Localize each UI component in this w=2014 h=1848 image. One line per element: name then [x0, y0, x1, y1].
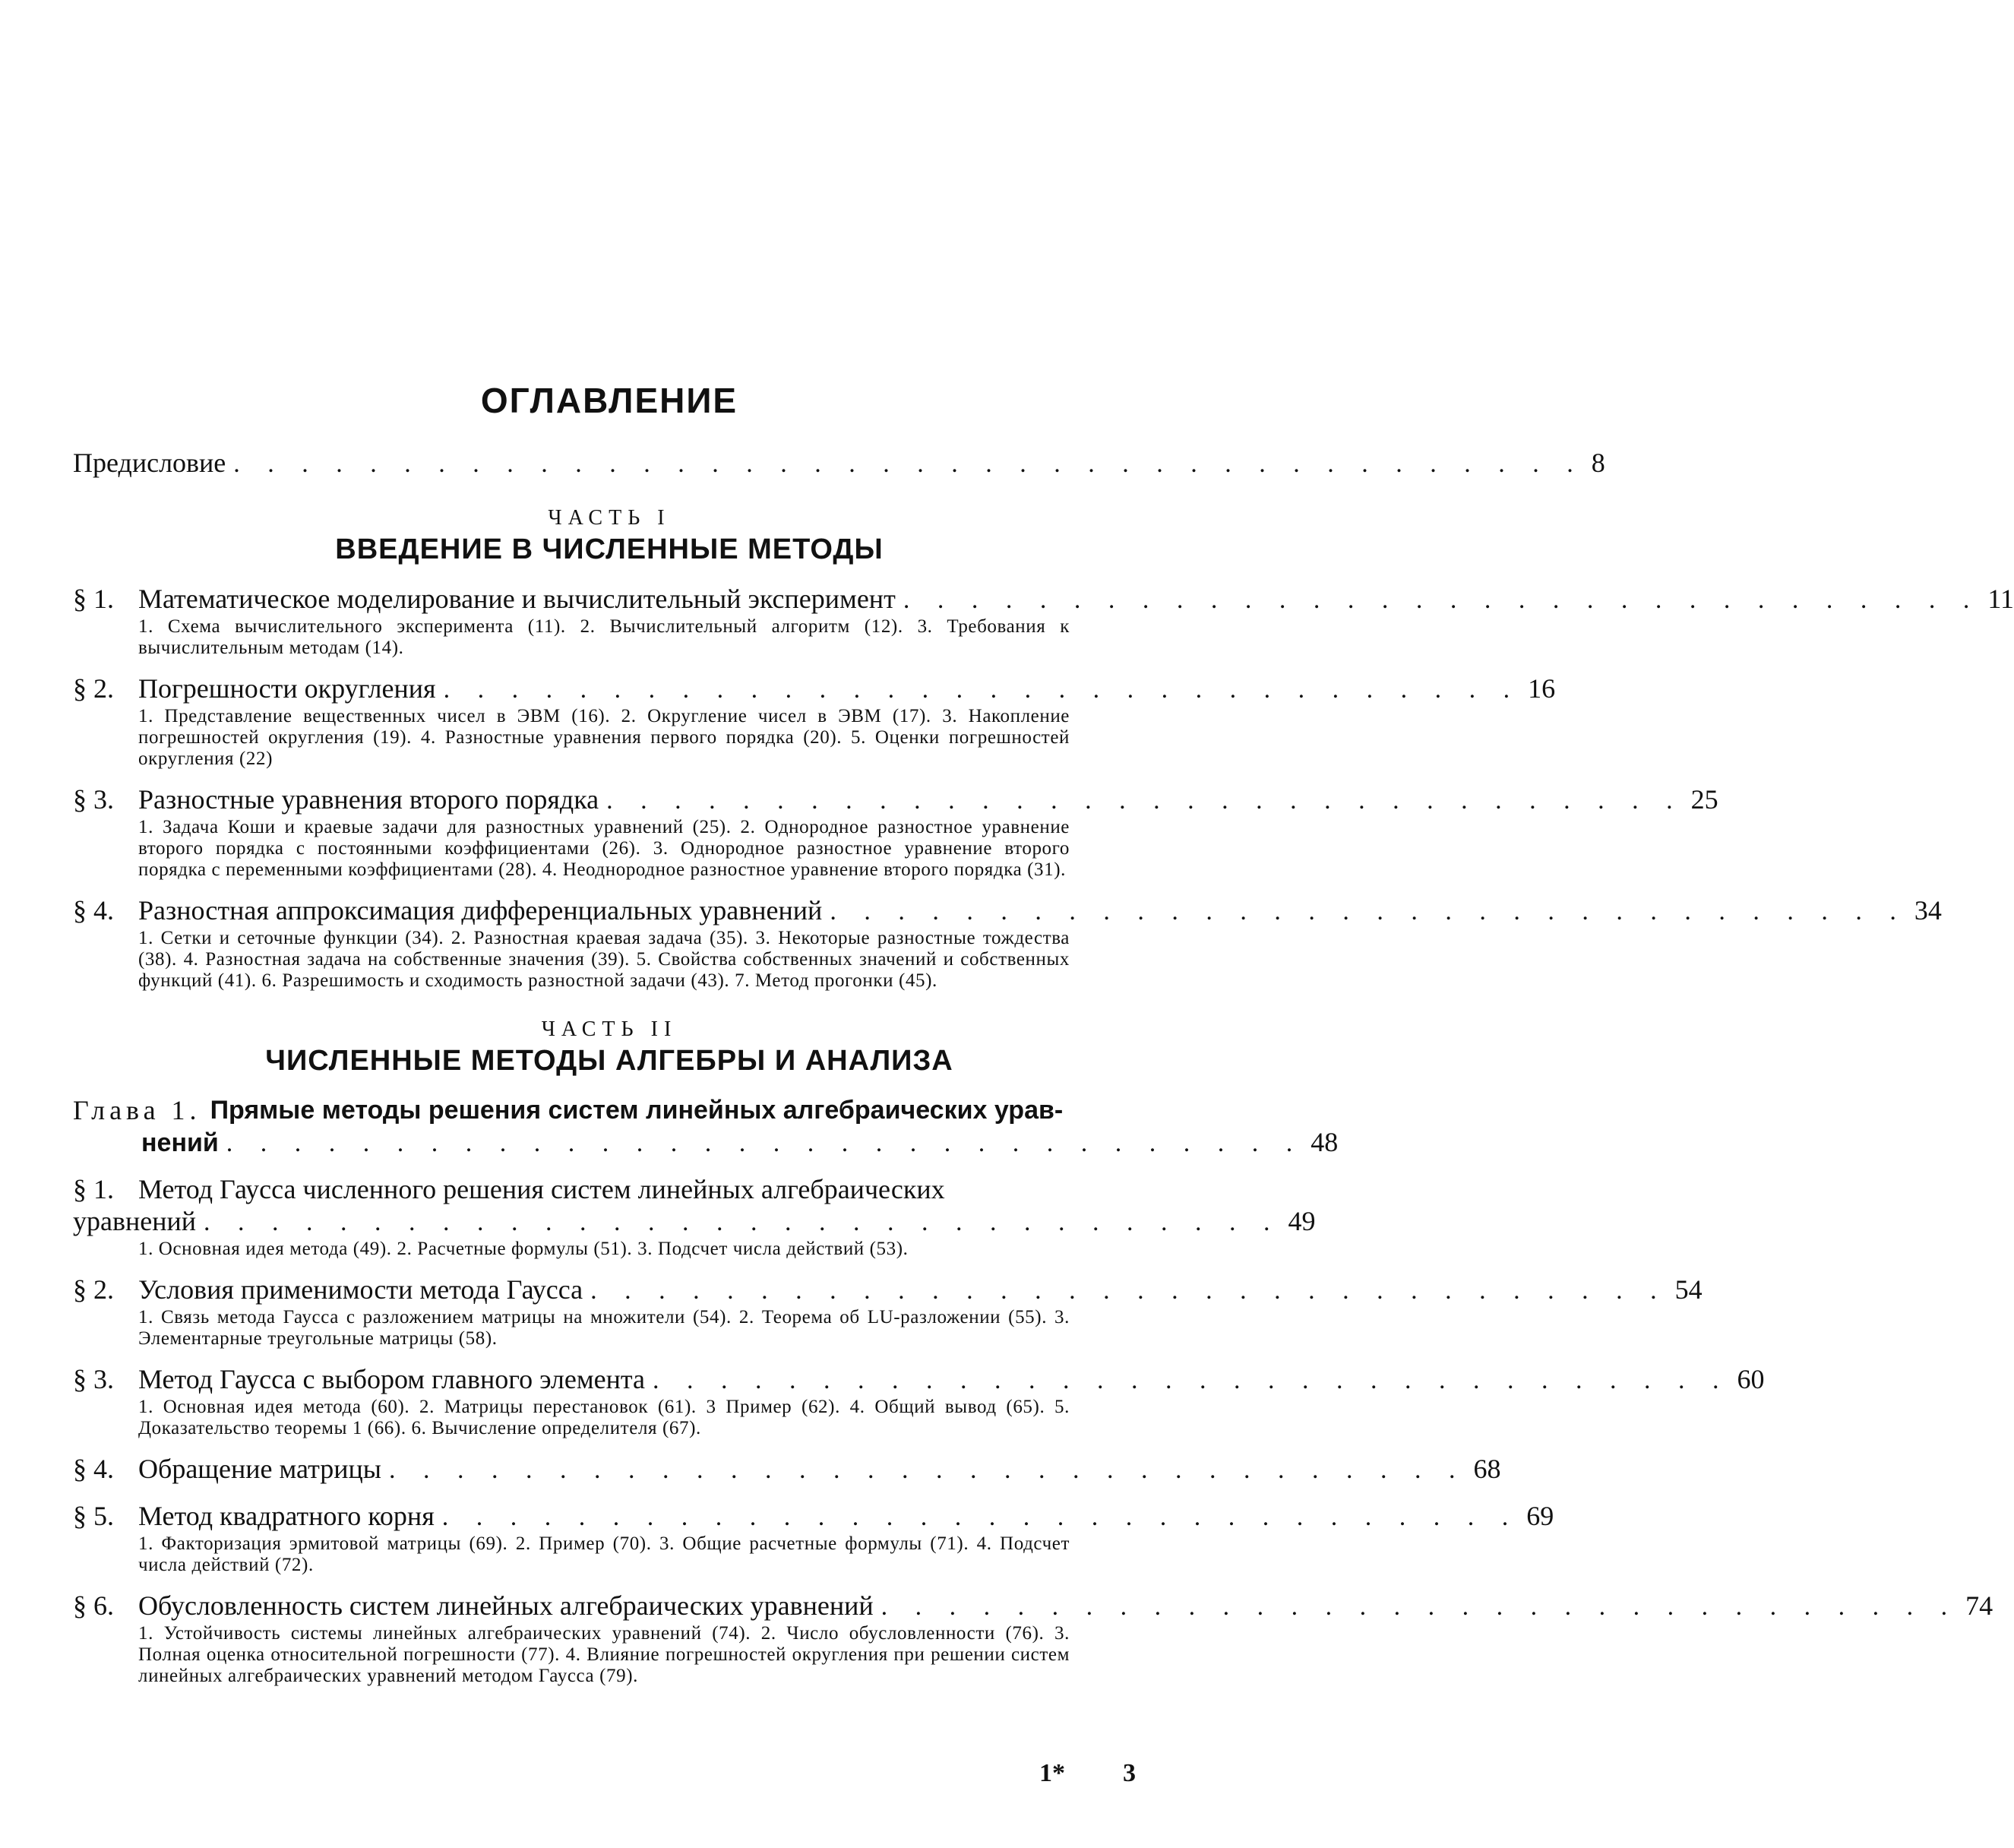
spacer: [73, 659, 1146, 672]
page-number: 3: [1123, 1759, 1136, 1787]
part-label: ЧАСТЬ I: [548, 506, 671, 530]
entry-heading: [73, 1590, 874, 1622]
section-number: § 5.: [73, 1501, 114, 1531]
entry-page: 16: [1528, 673, 1556, 704]
chapter-title-cont: нений: [141, 1128, 219, 1157]
entry-subtopics: 1. Основная идея метода (49). 2. Расчетные формулы (51). 3. Подсчет числа действий (53).: [138, 1239, 909, 1259]
entry-title: Математическое моделирование и вычислительный эксперимент: [138, 584, 896, 614]
entry-heading: [73, 1363, 645, 1395]
entry-title: Условия применимости метода Гаусса: [138, 1274, 583, 1305]
section-number: § 2.: [73, 1274, 114, 1305]
leader-dots: . . . . . . . . . . . . . . . . . . . . . . . . . . . . . . . .: [903, 586, 1981, 614]
toc-entry: [73, 1274, 1703, 1350]
toc-entry-preface: [73, 447, 1605, 480]
leader-dots: . . . . . . . . . . . . . . . . . . . . . . . . . . . . . . . .: [606, 786, 1684, 815]
leader-dots: . . . . . . . . . . . . . . . . . . . . . . . . . . . . . . . .: [204, 1208, 1281, 1236]
leader-dots: . . . . . . . . . . . . . . . . . . . . . . . . . . . . . . . .: [830, 897, 1907, 926]
leader-dots: . . . . . . . . . . . . . . . . . . . . . . . . . . . . . . . .: [443, 676, 1521, 704]
entry-title: Метод квадратного корня: [138, 1501, 435, 1531]
entry-heading: [73, 1274, 583, 1305]
entry-page: 69: [1526, 1501, 1554, 1531]
spacer: [73, 1350, 1146, 1363]
section-number: § 1.: [73, 584, 114, 614]
chapter-title: Прямые методы решения систем линейных алгебраических урав-: [210, 1096, 1064, 1125]
entry-subtopics: 1. Схема вычислительного эксперимента (11). 2. Вычислительный алгоритм (12). 3. Требования к вычислительным методам (14).: [138, 616, 1070, 658]
entry-line: [73, 1274, 1703, 1307]
entry-title: Погрешности округления: [138, 673, 436, 704]
entry-page: 54: [1674, 1274, 1703, 1305]
spacer: [73, 1160, 1146, 1173]
entry-line: [73, 583, 2014, 616]
entry-page: 49: [1288, 1206, 1316, 1236]
entry-page: 48: [1311, 1127, 1339, 1157]
entry-line: [73, 1173, 1146, 1205]
section-number: § 4.: [73, 1454, 114, 1484]
spacer: [73, 1486, 1146, 1500]
entry-title: Обращение матрицы: [138, 1454, 381, 1484]
entry-page: 8: [1591, 448, 1605, 478]
entry-line: [73, 894, 1942, 928]
toc-entry: [73, 583, 2014, 659]
part-title: ЧИСЛЕННЫЕ МЕТОДЫ АЛГЕБРЫ И АНАЛИЗА: [265, 1045, 953, 1077]
spacer: [73, 1439, 1146, 1453]
entry-line: [73, 783, 1718, 817]
entry-subtopics: 1. Устойчивость системы линейных алгебраических уравнений (74). 2. Число обусловленности (76). 3. Полная оценка относительной погрешности (77). 4. Влияние погрешностей округления при решении систем линейных алгебраических уравнений методом Гаусса (79).: [138, 1623, 1070, 1686]
leader-dots: . . . . . . . . . . . . . . . . . . . . . . . . . . . . . . . .: [226, 1129, 1304, 1157]
entry-heading: [73, 783, 599, 815]
entry-heading: [73, 672, 436, 704]
entry-line: [73, 1205, 1316, 1239]
entry-page: 60: [1737, 1364, 1765, 1394]
leader-dots: . . . . . . . . . . . . . . . . . . . . . . . . . . . . . . . .: [388, 1456, 1466, 1484]
entry-page: 74: [1965, 1590, 1993, 1621]
toc-entry: [73, 894, 1942, 992]
entry-heading: [73, 1173, 945, 1205]
entry-title: Метод Гаусса с выбором главного элемента: [138, 1364, 646, 1394]
spacer: [73, 1576, 1146, 1590]
toc-entry: [73, 783, 1718, 881]
entry-page: 11: [1987, 584, 2014, 614]
entry-subtopics: 1. Основная идея метода (60). 2. Матрицы перестановок (61). 3 Пример (62). 4. Общий вывод (65). 5. Доказательство теоремы 1 (66). 6. Вычисление определителя (67).: [138, 1397, 1070, 1438]
leader-dots: . . . . . . . . . . . . . . . . . . . . . . . . . . . . . . . .: [653, 1366, 1730, 1394]
entry-subtopics: 1. Факторизация эрмитовой матрицы (69). 2. Пример (70). 3. Общие расчетные формулы (71). 4. Подсчет числа действий (72).: [138, 1533, 1070, 1575]
spacer: [73, 881, 1146, 894]
table-of-contents: [73, 380, 2014, 1687]
entry-title: Разностная аппроксимация дифференциальных уравнений: [138, 895, 823, 926]
toc-entry: [73, 1363, 1765, 1439]
spacer: [73, 770, 1146, 783]
entry-line: [73, 672, 1556, 706]
chapter-prefix: Глава 1.: [73, 1095, 201, 1125]
toc-chapter: [73, 1094, 1339, 1160]
entry-heading: [73, 583, 896, 615]
entry-subtopics: 1. Задача Коши и краевые задачи для разностных уравнений (25). 2. Однородное разностное уравнение второго порядка с постоянными коэффициентами (26). 3. Однородное разностное уравнение второго порядка с переменными коэффициентами (28). 4. Неоднородное разностное уравнение второго порядка (31).: [138, 817, 1070, 880]
leader-dots: . . . . . . . . . . . . . . . . . . . . . . . . . . . . . . . .: [590, 1277, 1668, 1305]
entry-line: [73, 1453, 1501, 1486]
entry-page: 25: [1690, 784, 1718, 815]
spacer: [73, 1260, 1146, 1274]
toc-entry: [73, 672, 1556, 770]
entry-line: [73, 1590, 1993, 1623]
part-title: ВВЕДЕНИЕ В ЧИСЛЕННЫЕ МЕТОДЫ: [335, 533, 884, 565]
entry-heading: [73, 894, 822, 926]
section-number: § 3.: [73, 1364, 114, 1394]
section-number: § 2.: [73, 673, 114, 704]
chapter-line: [73, 1094, 1146, 1126]
toc-entry: [73, 1453, 1501, 1486]
entry-page: 68: [1473, 1454, 1501, 1484]
leader-dots: . . . . . . . . . . . . . . . . . . . . . . . . . . . . . . . .: [441, 1503, 1519, 1531]
entry-heading: [73, 1453, 381, 1485]
entry-title-cont: уравнений: [73, 1206, 197, 1236]
leader-dots: . . . . . . . . . . . . . . . . . . . . . . . . . . . . . . . .: [881, 1593, 1959, 1621]
part-label: ЧАСТЬ II: [541, 1017, 678, 1041]
entry-heading: [73, 1500, 435, 1532]
entry-title: Предисловие: [73, 448, 226, 478]
toc-entry: [73, 1500, 1554, 1576]
entry-line: [73, 1363, 1765, 1397]
entry-title: Разностные уравнения второго порядка: [138, 784, 599, 815]
section-number: § 4.: [73, 895, 114, 926]
signature-mark: 1*: [1039, 1759, 1065, 1787]
entry-line: [73, 1500, 1554, 1533]
toc-entry: [73, 1173, 1316, 1260]
entry-subtopics: 1. Сетки и сеточные функции (34). 2. Разностная краевая задача (35). 3. Некоторые разностные тождества (38). 4. Разностная задача на собственные значения (39). 5. Свойства собственных значений и собственных функций (41). 6. Разрешимость и сходимость разностной задачи (43). 7. Метод прогонки (45).: [138, 928, 1070, 991]
entry-subtopics: 1. Представление вещественных чисел в ЭВМ (16). 2. Округление чисел в ЭВМ (17). 3. Накопление погрешностей округления (19). 4. Разностные уравнения первого порядка (20). 5. Оценки погрешностей округления (22): [138, 706, 1070, 769]
chapter-line-2: [73, 1126, 1339, 1160]
section-number: § 6.: [73, 1590, 114, 1621]
toc-entry: [73, 1590, 1993, 1687]
leader-dots: . . . . . . . . . . . . . . . . . . . . . . . . . . . . . . . . . . . . . . . .: [233, 450, 1584, 478]
section-number: § 3.: [73, 784, 114, 815]
section-number: § 1.: [73, 1174, 114, 1204]
page-title: ОГЛАВЛЕНИЕ: [480, 381, 738, 420]
entry-page: 34: [1914, 895, 1942, 926]
entry-title: Обусловленность систем линейных алгебраических уравнений: [138, 1590, 874, 1621]
entry-title: Метод Гаусса численного решения систем линейных алгебраических: [138, 1174, 945, 1204]
entry-subtopics: 1. Связь метода Гаусса с разложением матрицы на множители (54). 2. Теорема об LU-разложении (55). 3. Элементарные треугольные матрицы (58).: [138, 1307, 1070, 1349]
